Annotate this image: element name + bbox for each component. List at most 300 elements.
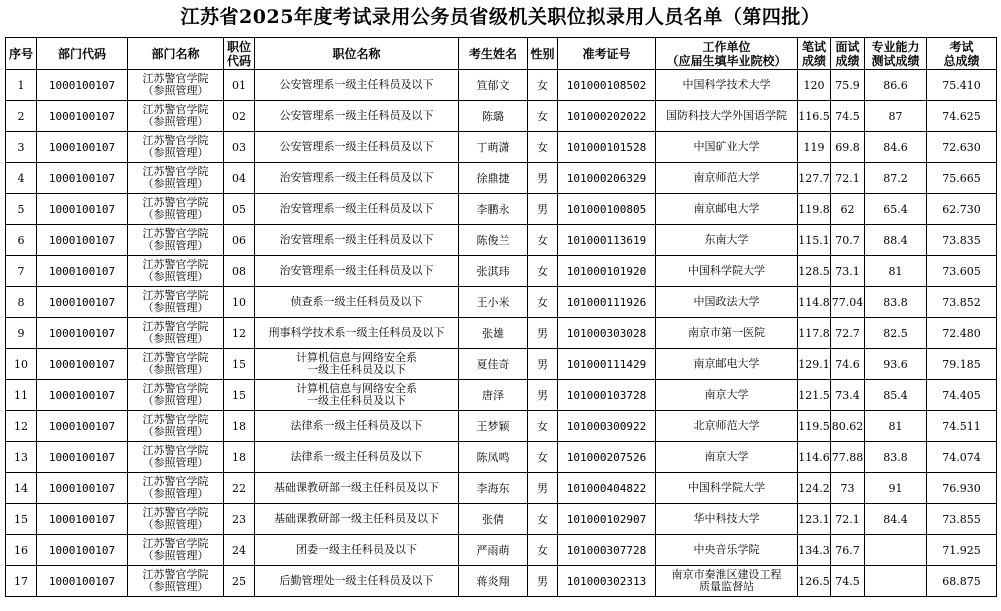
- cell-interview: 77.04: [831, 287, 865, 318]
- header-prof-line2: 测试成绩: [871, 53, 920, 68]
- table-row: [6, 132, 997, 163]
- cell-dept-name: [128, 318, 224, 349]
- cell-pos-name: [255, 380, 459, 411]
- cell-pos-name: [255, 535, 459, 566]
- cell-work-unit: [656, 566, 798, 597]
- cell-dept-code: 1000100107: [37, 442, 128, 473]
- cell-pos-code: 02: [224, 101, 255, 132]
- cell-interview: 77.88: [831, 442, 865, 473]
- cell-seq: 6: [6, 225, 37, 256]
- cell-pos-name: [255, 194, 459, 225]
- cell-work-unit-line1: 中国政法大学: [693, 295, 760, 308]
- cell-exam-no: 101000101920: [558, 256, 656, 287]
- cell-pos-code: 25: [224, 566, 255, 597]
- cell-dept-name-line2: （参照管理）: [142, 332, 209, 345]
- cell-pos-code: 24: [224, 535, 255, 566]
- table-row: [6, 225, 997, 256]
- cell-prof: 82.5: [865, 318, 927, 349]
- cell-work-unit: [656, 535, 798, 566]
- cell-work-unit: [656, 504, 798, 535]
- cell-interview: 74.6: [831, 349, 865, 380]
- cell-dept-name: [128, 256, 224, 287]
- cell-pos-code: 03: [224, 132, 255, 163]
- table-row: [6, 535, 997, 566]
- cell-prof: 65.4: [865, 194, 927, 225]
- cell-name: 陈凤鸣: [459, 442, 528, 473]
- cell-pos-name-line1: 法律系一级主任科员及以下: [290, 419, 423, 432]
- header-row: [6, 38, 997, 70]
- cell-interview: 74.5: [831, 101, 865, 132]
- cell-work-unit-line1: 南京邮电大学: [693, 357, 760, 370]
- cell-seq: 16: [6, 535, 37, 566]
- cell-written: 114.8: [798, 287, 831, 318]
- cell-dept-name-line1: 江苏警官学院: [142, 475, 209, 488]
- cell-work-unit: [656, 194, 798, 225]
- page-title: 江苏省2025年度考试录用公务员省级机关职位拟录用人员名单（第四批）: [180, 6, 821, 28]
- cell-dept-code: 1000100107: [37, 349, 128, 380]
- cell-pos-name: [255, 101, 459, 132]
- cell-seq: 3: [6, 132, 37, 163]
- cell-work-unit: [656, 70, 798, 101]
- cell-prof: 81: [865, 256, 927, 287]
- cell-name: 夏佳奇: [459, 349, 528, 380]
- header-name: 考生姓名: [459, 38, 528, 70]
- cell-pos-code: 08: [224, 256, 255, 287]
- cell-interview: 72.1: [831, 163, 865, 194]
- header-written-line1: 笔试: [801, 39, 826, 54]
- cell-dept-name-line2: （参照管理）: [142, 208, 209, 221]
- cell-pos-name-line1: 公安管理系一级主任科员及以下: [279, 109, 434, 122]
- header-written: [798, 38, 831, 70]
- cell-written: 123.1: [798, 504, 831, 535]
- cell-total: 73.835: [927, 225, 997, 256]
- cell-prof: 87: [865, 101, 927, 132]
- cell-prof: 86.6: [865, 70, 927, 101]
- header-work-line2: （应届生填毕业院校）: [666, 53, 787, 68]
- cell-work-unit-line1: 南京大学: [704, 450, 749, 463]
- cell-written: 119.8: [798, 194, 831, 225]
- cell-dept-name-line1: 江苏警官学院: [142, 444, 209, 457]
- header-seq: 序号: [6, 38, 37, 70]
- cell-pos-name-line1: 刑事科学技术系一级主任科员及以下: [268, 326, 445, 339]
- cell-prof: 83.8: [865, 442, 927, 473]
- cell-pos-code: 18: [224, 442, 255, 473]
- cell-dept-name: [128, 535, 224, 566]
- cell-dept-name: [128, 132, 224, 163]
- cell-written: 124.2: [798, 473, 831, 504]
- cell-pos-name-line1: 团委一级主任科员及以下: [296, 543, 417, 556]
- cell-work-unit: [656, 132, 798, 163]
- cell-dept-code: 1000100107: [37, 287, 128, 318]
- cell-prof: 87.2: [865, 163, 927, 194]
- cell-written: 127.7: [798, 163, 831, 194]
- table-row: [6, 163, 997, 194]
- cell-total: 76.930: [927, 473, 997, 504]
- cell-seq: 2: [6, 101, 37, 132]
- cell-gender: 男: [528, 163, 558, 194]
- cell-interview: 73: [831, 473, 865, 504]
- cell-gender: 女: [528, 256, 558, 287]
- cell-gender: 男: [528, 566, 558, 597]
- cell-pos-code: 23: [224, 504, 255, 535]
- cell-exam-no: 101000300922: [558, 411, 656, 442]
- cell-work-unit-line1: 国防科技大学外国语学院: [666, 109, 787, 122]
- cell-dept-name-line2: （参照管理）: [142, 115, 209, 128]
- header-prof-line1: 专业能力: [871, 39, 920, 54]
- cell-pos-name-line1: 治安管理系一级主任科员及以下: [279, 202, 434, 215]
- cell-work-unit-line1: 南京师范大学: [693, 171, 760, 184]
- cell-seq: 4: [6, 163, 37, 194]
- cell-dept-name-line2: （参照管理）: [142, 549, 209, 562]
- cell-pos-name-line1: 治安管理系一级主任科员及以下: [279, 264, 434, 277]
- cell-pos-name-line1: 治安管理系一级主任科员及以下: [279, 171, 434, 184]
- cell-name: 李鹏永: [459, 194, 528, 225]
- cell-pos-code: 15: [224, 380, 255, 411]
- cell-seq: 12: [6, 411, 37, 442]
- table-row: [6, 349, 997, 380]
- table-row: [6, 411, 997, 442]
- cell-seq: 13: [6, 442, 37, 473]
- cell-gender: 女: [528, 132, 558, 163]
- cell-gender: 男: [528, 349, 558, 380]
- cell-pos-code: 01: [224, 70, 255, 101]
- cell-written: 119.5: [798, 411, 831, 442]
- cell-work-unit-line1: 南京市第一医院: [688, 326, 765, 339]
- cell-dept-code: 1000100107: [37, 256, 128, 287]
- cell-work-unit: [656, 380, 798, 411]
- cell-dept-name-line2: （参照管理）: [142, 425, 209, 438]
- cell-name: 王梦颖: [459, 411, 528, 442]
- cell-prof: 93.6: [865, 349, 927, 380]
- cell-pos-code: 05: [224, 194, 255, 225]
- cell-work-unit: [656, 225, 798, 256]
- cell-dept-name-line2: （参照管理）: [142, 394, 209, 407]
- cell-dept-name: [128, 380, 224, 411]
- header-work: [656, 38, 798, 70]
- cell-dept-name: [128, 411, 224, 442]
- table-row: [6, 504, 997, 535]
- cell-interview: 75.9: [831, 70, 865, 101]
- cell-total: 79.185: [927, 349, 997, 380]
- cell-gender: 男: [528, 473, 558, 504]
- cell-prof: [865, 535, 927, 566]
- cell-dept-name-line2: （参照管理）: [142, 270, 209, 283]
- cell-dept-name-line2: （参照管理）: [142, 456, 209, 469]
- cell-work-unit-line1: 中央音乐学院: [693, 543, 760, 556]
- cell-work-unit-line1: 中国科学技术大学: [682, 78, 771, 91]
- table-row: [6, 380, 997, 411]
- cell-work-unit-line1: 东南大学: [704, 233, 749, 246]
- cell-dept-name-line1: 江苏警官学院: [142, 537, 209, 550]
- cell-dept-name-line1: 江苏警官学院: [142, 227, 209, 240]
- cell-dept-name-line1: 江苏警官学院: [142, 72, 209, 85]
- cell-work-unit-line1: 北京师范大学: [693, 419, 760, 432]
- cell-seq: 9: [6, 318, 37, 349]
- candidate-table: [5, 37, 997, 597]
- cell-pos-name: [255, 473, 459, 504]
- cell-dept-name: [128, 287, 224, 318]
- cell-pos-name: [255, 318, 459, 349]
- cell-work-unit: [656, 349, 798, 380]
- table-row: [6, 473, 997, 504]
- cell-seq: 7: [6, 256, 37, 287]
- cell-gender: 女: [528, 411, 558, 442]
- cell-interview: 70.7: [831, 225, 865, 256]
- cell-dept-name-line2: （参照管理）: [142, 146, 209, 159]
- cell-interview: 72.1: [831, 504, 865, 535]
- cell-dept-name-line1: 江苏警官学院: [142, 413, 209, 426]
- cell-pos-name-line2: 一级主任科员及以下: [307, 394, 406, 407]
- cell-gender: 女: [528, 70, 558, 101]
- cell-gender: 女: [528, 535, 558, 566]
- cell-total: 75.665: [927, 163, 997, 194]
- header-total-line2: 总成绩: [943, 53, 980, 68]
- header-exam-no: 准考证号: [558, 38, 656, 70]
- cell-written: 120: [798, 70, 831, 101]
- cell-work-unit: [656, 473, 798, 504]
- cell-total: 72.630: [927, 132, 997, 163]
- cell-pos-name: [255, 442, 459, 473]
- cell-total: 71.925: [927, 535, 997, 566]
- header-gender: 性别: [528, 38, 558, 70]
- cell-pos-name-line1: 公安管理系一级主任科员及以下: [279, 140, 434, 153]
- header-prof: [865, 38, 927, 70]
- cell-work-unit-line1: 中国科学院大学: [688, 481, 765, 494]
- header-pos-code-line2: 代码: [226, 53, 251, 68]
- cell-interview: 80.62: [831, 411, 865, 442]
- cell-gender: 女: [528, 504, 558, 535]
- cell-gender: 男: [528, 318, 558, 349]
- header-interview: [831, 38, 865, 70]
- cell-written: 119: [798, 132, 831, 163]
- cell-pos-code: 04: [224, 163, 255, 194]
- cell-prof: 85.4: [865, 380, 927, 411]
- cell-gender: 男: [528, 380, 558, 411]
- cell-name: 张倩: [459, 504, 528, 535]
- cell-dept-code: 1000100107: [37, 163, 128, 194]
- cell-dept-name-line2: （参照管理）: [142, 487, 209, 500]
- cell-name: 王小米: [459, 287, 528, 318]
- header-work-line1: 工作单位: [702, 39, 751, 54]
- cell-work-unit-line1: 南京市秦淮区建设工程: [671, 568, 782, 581]
- cell-written: 134.3: [798, 535, 831, 566]
- cell-pos-code: 10: [224, 287, 255, 318]
- cell-exam-no: 101000111926: [558, 287, 656, 318]
- cell-exam-no: 101000206329: [558, 163, 656, 194]
- cell-interview: 62: [831, 194, 865, 225]
- cell-seq: 15: [6, 504, 37, 535]
- cell-dept-name-line1: 江苏警官学院: [142, 506, 209, 519]
- cell-interview: 74.5: [831, 566, 865, 597]
- cell-gender: 男: [528, 194, 558, 225]
- cell-seq: 5: [6, 194, 37, 225]
- cell-prof: [865, 566, 927, 597]
- cell-dept-name-line2: （参照管理）: [142, 84, 209, 97]
- table-row: [6, 318, 997, 349]
- cell-exam-no: 101000103728: [558, 380, 656, 411]
- cell-name: 徐鼎捷: [459, 163, 528, 194]
- cell-pos-name: [255, 256, 459, 287]
- header-total-line1: 考试: [949, 39, 974, 54]
- cell-gender: 女: [528, 225, 558, 256]
- cell-dept-name-line1: 江苏警官学院: [142, 258, 209, 271]
- cell-pos-code: 22: [224, 473, 255, 504]
- cell-pos-name: [255, 287, 459, 318]
- header-pos-code-line1: 职位: [226, 39, 251, 54]
- cell-prof: 83.8: [865, 287, 927, 318]
- cell-exam-no: 101000113619: [558, 225, 656, 256]
- cell-interview: 72.7: [831, 318, 865, 349]
- cell-pos-name-line1: 基础课教研部一级主任科员及以下: [274, 512, 439, 525]
- cell-pos-name: [255, 411, 459, 442]
- cell-pos-name: [255, 163, 459, 194]
- cell-written: 114.6: [798, 442, 831, 473]
- cell-seq: 10: [6, 349, 37, 380]
- cell-pos-name-line1: 公安管理系一级主任科员及以下: [279, 78, 434, 91]
- cell-pos-code: 18: [224, 411, 255, 442]
- cell-prof: 84.6: [865, 132, 927, 163]
- cell-name: 张淇玮: [459, 256, 528, 287]
- cell-written: 116.5: [798, 101, 831, 132]
- cell-dept-code: 1000100107: [37, 411, 128, 442]
- cell-exam-no: 101000303028: [558, 318, 656, 349]
- cell-dept-name-line1: 江苏警官学院: [142, 196, 209, 209]
- cell-total: 74.405: [927, 380, 997, 411]
- cell-exam-no: 101000302313: [558, 566, 656, 597]
- cell-exam-no: 101000101528: [558, 132, 656, 163]
- cell-pos-name-line1: 基础课教研部一级主任科员及以下: [274, 481, 439, 494]
- cell-pos-code: 12: [224, 318, 255, 349]
- cell-dept-code: 1000100107: [37, 473, 128, 504]
- cell-prof: 88.4: [865, 225, 927, 256]
- cell-dept-name-line1: 江苏警官学院: [142, 134, 209, 147]
- cell-pos-name-line1: 计算机信息与网络安全系: [296, 351, 417, 364]
- cell-dept-code: 1000100107: [37, 318, 128, 349]
- cell-pos-name: [255, 225, 459, 256]
- cell-total: 62.730: [927, 194, 997, 225]
- cell-pos-name: [255, 504, 459, 535]
- cell-total: 74.511: [927, 411, 997, 442]
- cell-dept-code: 1000100107: [37, 225, 128, 256]
- cell-total: 68.875: [927, 566, 997, 597]
- cell-work-unit: [656, 287, 798, 318]
- cell-written: 115.1: [798, 225, 831, 256]
- cell-dept-name-line1: 江苏警官学院: [142, 320, 209, 333]
- cell-dept-name-line2: （参照管理）: [142, 301, 209, 314]
- cell-exam-no: 101000102907: [558, 504, 656, 535]
- cell-work-unit: [656, 163, 798, 194]
- cell-dept-name-line1: 江苏警官学院: [142, 382, 209, 395]
- cell-work-unit: [656, 101, 798, 132]
- cell-dept-name-line2: （参照管理）: [142, 580, 209, 593]
- cell-dept-code: 1000100107: [37, 566, 128, 597]
- table-row: [6, 194, 997, 225]
- cell-exam-no: 101000307728: [558, 535, 656, 566]
- cell-dept-code: 1000100107: [37, 504, 128, 535]
- cell-work-unit: [656, 318, 798, 349]
- cell-work-unit: [656, 442, 798, 473]
- cell-name: 陈俊兰: [459, 225, 528, 256]
- cell-dept-name-line1: 江苏警官学院: [142, 351, 209, 364]
- table-row: [6, 287, 997, 318]
- cell-dept-code: 1000100107: [37, 132, 128, 163]
- cell-pos-name-line1: 后勤管理处一级主任科员及以下: [279, 574, 434, 587]
- cell-name: 陈璐: [459, 101, 528, 132]
- cell-total: 73.855: [927, 504, 997, 535]
- cell-name: 唐泽: [459, 380, 528, 411]
- cell-dept-name: [128, 504, 224, 535]
- cell-pos-name-line1: 计算机信息与网络安全系: [296, 382, 417, 395]
- cell-dept-name-line1: 江苏警官学院: [142, 289, 209, 302]
- cell-dept-name-line2: （参照管理）: [142, 363, 209, 376]
- cell-seq: 11: [6, 380, 37, 411]
- cell-dept-name: [128, 473, 224, 504]
- cell-pos-name-line1: 治安管理系一级主任科员及以下: [279, 233, 434, 246]
- cell-dept-name: [128, 225, 224, 256]
- cell-dept-name: [128, 566, 224, 597]
- cell-interview: 69.8: [831, 132, 865, 163]
- cell-written: 117.8: [798, 318, 831, 349]
- cell-work-unit-line1: 南京大学: [704, 388, 749, 401]
- cell-dept-code: 1000100107: [37, 101, 128, 132]
- cell-name: 蒋炎翔: [459, 566, 528, 597]
- header-dept-name: 部门名称: [128, 38, 224, 70]
- cell-written: 121.5: [798, 380, 831, 411]
- cell-pos-name: [255, 70, 459, 101]
- cell-dept-name: [128, 194, 224, 225]
- cell-work-unit-line2: 质量监督站: [699, 580, 754, 593]
- cell-interview: 76.7: [831, 535, 865, 566]
- cell-total: 75.410: [927, 70, 997, 101]
- table-row: [6, 70, 997, 101]
- cell-seq: 1: [6, 70, 37, 101]
- cell-dept-code: 1000100107: [37, 535, 128, 566]
- table-body: [6, 70, 997, 597]
- cell-exam-no: 101000108502: [558, 70, 656, 101]
- cell-dept-name-line2: （参照管理）: [142, 177, 209, 190]
- cell-pos-name-line1: 法律系一级主任科员及以下: [290, 450, 423, 463]
- table-row: [6, 442, 997, 473]
- cell-prof: 81: [865, 411, 927, 442]
- cell-written: 128.5: [798, 256, 831, 287]
- cell-total: 72.480: [927, 318, 997, 349]
- cell-dept-name-line2: （参照管理）: [142, 518, 209, 531]
- cell-pos-name-line1: 侦查系一级主任科员及以下: [290, 295, 423, 308]
- header-pos-code: [224, 38, 255, 70]
- cell-dept-code: 1000100107: [37, 380, 128, 411]
- cell-name: 张雄: [459, 318, 528, 349]
- cell-pos-name: [255, 349, 459, 380]
- cell-name: 笪郁文: [459, 70, 528, 101]
- cell-work-unit: [656, 256, 798, 287]
- cell-seq: 8: [6, 287, 37, 318]
- cell-pos-name: [255, 132, 459, 163]
- cell-interview: 73.1: [831, 256, 865, 287]
- cell-total: 73.605: [927, 256, 997, 287]
- cell-pos-code: 15: [224, 349, 255, 380]
- table-row: [6, 256, 997, 287]
- header-pos-name: 职位名称: [255, 38, 459, 70]
- cell-pos-code: 06: [224, 225, 255, 256]
- table-row: [6, 101, 997, 132]
- cell-work-unit-line1: 中国矿业大学: [693, 140, 760, 153]
- header-interview-line2: 成绩: [835, 53, 860, 68]
- cell-dept-name-line1: 江苏警官学院: [142, 165, 209, 178]
- cell-exam-no: 101000111429: [558, 349, 656, 380]
- cell-dept-name: [128, 70, 224, 101]
- cell-dept-name: [128, 101, 224, 132]
- header-dept-code: 部门代码: [37, 38, 128, 70]
